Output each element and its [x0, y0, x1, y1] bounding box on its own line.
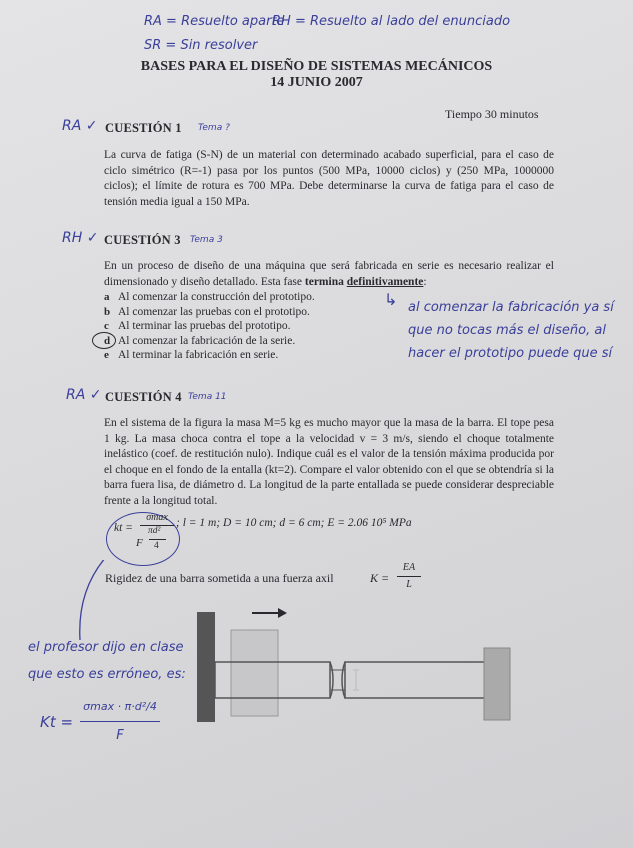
- formula-kt-label: kt =: [114, 522, 133, 534]
- q3-option-b: b Al comenzar las pruebas con el prototipo.: [104, 305, 310, 318]
- document-date: 14 JUNIO 2007: [270, 75, 363, 90]
- formula-params: ; l = 1 m; D = 10 cm; d = 6 cm; E = 2.06 10⁵ MPa: [176, 517, 412, 529]
- q3-note-line2: que no tocas más el diseño, al: [408, 323, 606, 338]
- formula-den-num: πd²: [148, 526, 161, 536]
- rigidez-label: Rigidez de una barra sometida a una fuerza axil: [105, 571, 334, 585]
- rigidez-num: EA: [402, 562, 416, 573]
- q4-title: CUESTIÓN 4: [105, 390, 182, 404]
- q3-mark: RH ✓: [62, 230, 99, 246]
- q3-option-c: c Al terminar las pruebas del prototipo.: [104, 320, 291, 332]
- professor-note-line1: el profesor dijo en clase: [28, 640, 184, 655]
- formula-den-f: F: [136, 537, 143, 549]
- exam-time: Tiempo 30 minutos: [445, 107, 539, 121]
- impact-arrow-head: [278, 608, 287, 618]
- q1-tema: Tema ?: [198, 123, 230, 133]
- q3-option-a: a Al comenzar la construcción del prototipo.: [104, 291, 315, 303]
- q3-note-line3: hacer el prototipo puede que sí: [408, 346, 613, 361]
- q3-title: CUESTIÓN 3: [104, 233, 181, 247]
- professor-note-numerator: σmax · π·d²/4: [83, 700, 157, 713]
- q3-option-d: d Al comenzar la fabricación de la serie.: [104, 334, 296, 347]
- q1-text: La curva de fatiga (S-N) de un material con determinado acabado superficial, para el caso de ciclo simétrico (R=-1) pasa por los puntos (500 MPa, 10000 ciclos) y (250 MPa, 1000000 ciclos); el límite de rotura es 700 MPa. Debe determinarse la curva de fatiga para el caso de tensión media igual a 150 MPa.: [104, 149, 554, 208]
- formula-numerator: σmax: [146, 512, 168, 523]
- mass-m: [231, 630, 278, 716]
- q1-title: CUESTIÓN 1: [105, 121, 182, 135]
- stop-plate: [484, 648, 510, 720]
- q3-note-arrow: ↳: [384, 290, 398, 309]
- formula-den-line: [149, 539, 166, 540]
- rigidez-k: K =: [370, 571, 390, 585]
- document-title: BASES PARA EL DISEÑO DE SISTEMAS MECÁNICOS: [140, 59, 493, 74]
- professor-note-kt: Kt =: [40, 713, 74, 731]
- legend-sr: SR = Sin resolver: [144, 38, 258, 53]
- q3-text: En un proceso de diseño de una máquina que será fabricada en serie es necesario realizar el dimensionado y diseño detallado. Esta fase termina definitivamente:: [104, 260, 554, 288]
- wall: [197, 612, 215, 722]
- legend-ra: RA = Resuelto aparte: [144, 14, 285, 29]
- q1-mark: RA ✓: [62, 118, 98, 134]
- q3-note-line1: al comenzar la fabricación ya sí: [408, 300, 614, 315]
- bar-right: [345, 662, 485, 698]
- professor-note-line: [80, 721, 160, 722]
- q3-option-e: e Al terminar la fabricación en serie.: [104, 349, 279, 361]
- q4-mark: RA ✓: [66, 387, 102, 403]
- formula-den-den: 4: [154, 541, 159, 551]
- note-curve-arrow: [80, 560, 106, 640]
- professor-note-denominator: F: [116, 728, 124, 743]
- q3-tema: Tema 3: [190, 235, 223, 245]
- q4-text: En el sistema de la figura la masa M=5 kg es mucho mayor que la masa de la barra. El tope pesa 1 kg. La masa choca contra el tope a la velocidad v = 3 m/s, siendo el choque totalmente inelástico (coef. de restitución nulo). Indique cuál es el valor de la tensión máxima producida por el choque en el fondo de la entalla (kt=2). Compare el valor obtenido con el que se obtendría si la barra fuera lisa, de diámetro d. La longitud de la parte entallada se puede considerar despreciable frente a la longitud total.: [104, 417, 554, 507]
- legend-rh: RH = Resuelto al lado del enunciado: [272, 14, 511, 29]
- q3-options: [104, 290, 364, 363]
- rigidez-den: L: [406, 579, 412, 590]
- q4-tema: Tema 11: [188, 392, 227, 402]
- answer-circle: [92, 332, 116, 349]
- professor-note-line2: que esto es erróneo, es:: [28, 667, 186, 682]
